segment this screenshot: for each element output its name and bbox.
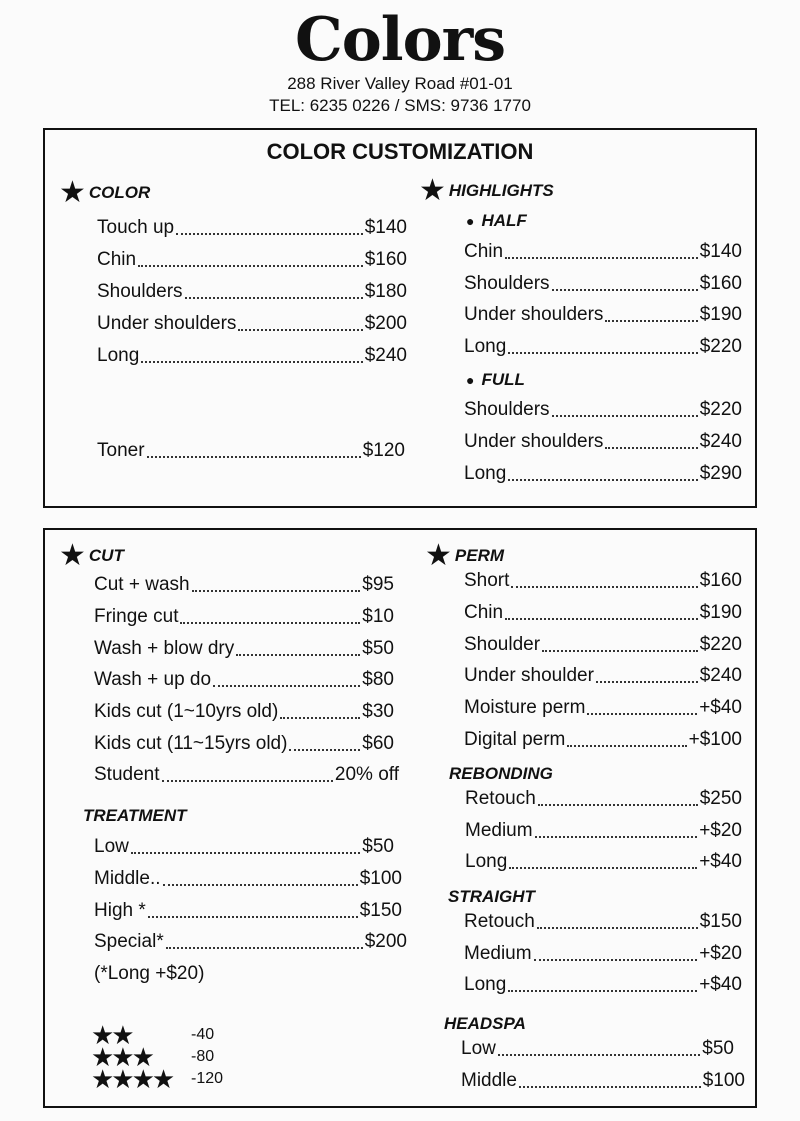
service-name: Under shoulders bbox=[97, 313, 237, 334]
service-name: Student bbox=[94, 764, 160, 785]
service-price: $150 bbox=[699, 911, 742, 932]
service-price: $95 bbox=[362, 574, 394, 595]
price-row bbox=[94, 700, 394, 724]
service-price: $80 bbox=[362, 669, 394, 690]
price-row bbox=[461, 1069, 745, 1093]
dot-leader bbox=[185, 297, 363, 299]
dot-leader bbox=[213, 685, 360, 687]
dot-leader bbox=[192, 590, 361, 592]
service-name: Shoulders bbox=[464, 273, 550, 294]
dot-leader bbox=[534, 959, 698, 961]
service-price: $220 bbox=[699, 336, 742, 357]
price-row bbox=[94, 867, 402, 891]
dot-leader bbox=[535, 836, 698, 838]
service-name: Short bbox=[464, 570, 510, 591]
address: 288 River Valley Road #01-01 bbox=[287, 74, 513, 93]
section-rebonding bbox=[449, 763, 553, 785]
service-name: Under shoulders bbox=[464, 304, 604, 325]
price-row bbox=[464, 462, 742, 486]
section-heading: COLOR bbox=[88, 183, 151, 202]
service-name: Retouch bbox=[465, 788, 536, 809]
dot-leader bbox=[508, 479, 697, 481]
price-row bbox=[464, 601, 742, 625]
dot-leader bbox=[511, 586, 697, 588]
service-price: $250 bbox=[699, 788, 742, 809]
price-row bbox=[465, 819, 742, 843]
subsection-heading: HALF bbox=[481, 211, 527, 230]
price-row bbox=[94, 835, 394, 859]
section-straight bbox=[448, 886, 535, 908]
dot-leader bbox=[289, 749, 360, 751]
service-price: $140 bbox=[699, 241, 742, 262]
price-row bbox=[464, 728, 742, 752]
service-price: $160 bbox=[699, 570, 742, 591]
price-row bbox=[461, 1037, 734, 1061]
section-heading: TREATMENT bbox=[83, 806, 187, 825]
service-name: Retouch bbox=[464, 911, 535, 932]
service-name: Touch up bbox=[97, 217, 175, 238]
service-price: $220 bbox=[699, 399, 742, 420]
service-price: $240 bbox=[364, 345, 407, 366]
service-name: Kids cut (11~15yrs old) bbox=[94, 733, 288, 754]
dot-leader bbox=[505, 618, 698, 620]
price-row bbox=[94, 930, 407, 954]
service-name: Digital perm bbox=[464, 729, 566, 750]
service-name: Medium bbox=[465, 820, 533, 841]
dot-leader bbox=[519, 1086, 701, 1088]
service-price: +$40 bbox=[699, 697, 742, 718]
dot-leader bbox=[236, 654, 360, 656]
price-row bbox=[464, 430, 742, 454]
dot-leader bbox=[537, 927, 698, 929]
service-name: Long bbox=[464, 463, 507, 484]
price-row bbox=[97, 248, 407, 272]
dot-leader bbox=[148, 916, 358, 918]
service-name: Long bbox=[464, 974, 507, 995]
service-name: Fringe cut bbox=[94, 606, 179, 627]
star-icon: ★ bbox=[419, 174, 446, 207]
service-name: Medium bbox=[464, 943, 532, 964]
price-row bbox=[97, 216, 407, 240]
service-price: +$20 bbox=[699, 820, 742, 841]
section-perm bbox=[425, 539, 505, 572]
price-row bbox=[464, 910, 742, 934]
dot-leader bbox=[176, 233, 363, 235]
price-row bbox=[97, 439, 405, 463]
service-name: Special* bbox=[94, 931, 164, 952]
subsection-full bbox=[466, 369, 525, 391]
dot-leader bbox=[138, 265, 363, 267]
service-name: Long bbox=[465, 851, 508, 872]
service-name: Moisture perm bbox=[464, 697, 586, 718]
service-name: Toner bbox=[97, 440, 145, 461]
dot-leader bbox=[508, 990, 697, 992]
service-price: $290 bbox=[699, 463, 742, 484]
dot-leader bbox=[605, 320, 697, 322]
service-name: Wash + blow dry bbox=[94, 638, 235, 659]
dot-leader bbox=[131, 852, 360, 854]
service-price: $100 bbox=[359, 868, 402, 889]
price-row bbox=[97, 312, 407, 336]
dot-leader bbox=[238, 329, 362, 331]
discount-amount: -40 bbox=[191, 1026, 215, 1043]
service-price: $50 bbox=[362, 836, 394, 857]
service-price: +$40 bbox=[699, 851, 742, 872]
dot-leader bbox=[166, 947, 363, 949]
price-row bbox=[94, 668, 394, 692]
service-price: $180 bbox=[364, 281, 407, 302]
service-name: Shoulders bbox=[97, 281, 183, 302]
dot-leader bbox=[587, 713, 697, 715]
section-heading: HEADSPA bbox=[444, 1014, 526, 1033]
dot-leader bbox=[280, 717, 360, 719]
star-icon: ★ bbox=[59, 539, 86, 572]
service-name: Low bbox=[94, 836, 129, 857]
section-color bbox=[59, 176, 151, 209]
service-price: +$40 bbox=[699, 974, 742, 995]
price-row bbox=[97, 280, 407, 304]
logo: Colors bbox=[295, 5, 505, 75]
dot-leader bbox=[552, 415, 698, 417]
discount-amount: -80 bbox=[191, 1048, 215, 1065]
price-row bbox=[94, 732, 394, 756]
dot-leader bbox=[567, 745, 686, 747]
star-rating-icon: ★★★ bbox=[91, 1042, 152, 1072]
service-price: $160 bbox=[699, 273, 742, 294]
price-row bbox=[94, 605, 394, 629]
subsection-half bbox=[466, 210, 527, 232]
section-heading: REBONDING bbox=[449, 764, 553, 783]
discount-row bbox=[91, 1064, 224, 1094]
service-price: $160 bbox=[364, 249, 407, 270]
service-name: Kids cut (1~10yrs old) bbox=[94, 701, 279, 722]
section-heading: CUT bbox=[88, 546, 124, 565]
service-name: Shoulders bbox=[464, 399, 550, 420]
star-rating-icon: ★★ bbox=[91, 1020, 132, 1050]
service-price: $140 bbox=[364, 217, 407, 238]
service-price: $240 bbox=[699, 665, 742, 686]
service-price: $50 bbox=[362, 638, 394, 659]
price-row bbox=[94, 763, 399, 787]
price-row bbox=[464, 272, 742, 296]
service-name: High * bbox=[94, 900, 146, 921]
price-row bbox=[464, 664, 742, 688]
section-treatment bbox=[83, 805, 187, 827]
dot-leader bbox=[180, 622, 360, 624]
service-price: $150 bbox=[359, 900, 402, 921]
price-row bbox=[97, 344, 407, 368]
service-name: Chin bbox=[464, 602, 504, 623]
service-name: Long bbox=[464, 336, 507, 357]
service-price: $220 bbox=[699, 634, 742, 655]
service-name: Middle bbox=[461, 1070, 517, 1091]
service-price: $30 bbox=[362, 701, 394, 722]
dot-leader bbox=[538, 804, 698, 806]
drop-icon: ● bbox=[466, 372, 475, 388]
service-price: +$20 bbox=[699, 943, 742, 964]
treatment-note: (*Long +$20) bbox=[94, 963, 205, 984]
price-row bbox=[464, 569, 742, 593]
discount-amount: -120 bbox=[191, 1070, 224, 1087]
service-name: Low bbox=[461, 1038, 496, 1059]
service-price: $190 bbox=[699, 602, 742, 623]
subsection-heading: FULL bbox=[481, 370, 525, 389]
dot-leader bbox=[509, 867, 697, 869]
services-panel bbox=[43, 528, 757, 1108]
service-price: $60 bbox=[362, 733, 394, 754]
section-heading: HIGHLIGHTS bbox=[448, 181, 554, 200]
service-price: $200 bbox=[364, 931, 407, 952]
section-cut bbox=[59, 539, 124, 572]
panel-title: COLOR CUSTOMIZATION bbox=[266, 139, 534, 164]
price-row bbox=[464, 240, 742, 264]
service-price: +$100 bbox=[688, 729, 742, 750]
service-price: 20% off bbox=[334, 764, 399, 785]
color-customization-panel bbox=[43, 128, 757, 508]
service-name: Under shoulders bbox=[464, 431, 604, 452]
price-row bbox=[94, 899, 402, 923]
section-headspa bbox=[444, 1013, 526, 1035]
star-icon: ★ bbox=[59, 176, 86, 209]
service-price: $190 bbox=[699, 304, 742, 325]
dot-leader bbox=[552, 289, 698, 291]
service-price: $50 bbox=[702, 1038, 734, 1059]
dot-leader bbox=[505, 257, 698, 259]
service-name: Chin bbox=[97, 249, 137, 270]
service-name: Cut + wash bbox=[94, 574, 190, 595]
price-row bbox=[94, 573, 394, 597]
dot-leader bbox=[605, 447, 697, 449]
service-price: $120 bbox=[362, 440, 405, 461]
price-row bbox=[94, 637, 394, 661]
price-row bbox=[464, 973, 742, 997]
service-name: Long bbox=[97, 345, 140, 366]
dot-leader bbox=[508, 352, 697, 354]
dot-leader bbox=[542, 650, 698, 652]
dot-leader bbox=[141, 361, 362, 363]
contact-numbers: TEL: 6235 0226 / SMS: 9736 1770 bbox=[269, 96, 531, 115]
price-row bbox=[464, 942, 742, 966]
service-name: Shoulder bbox=[464, 634, 541, 655]
service-name: Wash + up do bbox=[94, 669, 212, 690]
service-name: Middle.. bbox=[94, 868, 161, 889]
dot-leader bbox=[596, 681, 698, 683]
price-row bbox=[464, 335, 742, 359]
price-row bbox=[464, 398, 742, 422]
star-rating-icon: ★★★★ bbox=[91, 1064, 173, 1094]
price-row bbox=[464, 303, 742, 327]
price-row bbox=[465, 850, 742, 874]
price-row bbox=[465, 787, 742, 811]
section-heading: PERM bbox=[454, 546, 505, 565]
section-heading: STRAIGHT bbox=[448, 887, 535, 906]
drop-icon: ● bbox=[466, 213, 475, 229]
star-icon: ★ bbox=[425, 539, 452, 572]
service-name: Under shoulder bbox=[464, 665, 594, 686]
section-highlights bbox=[419, 174, 554, 207]
service-price: $240 bbox=[699, 431, 742, 452]
service-name: Chin bbox=[464, 241, 504, 262]
service-price: $100 bbox=[702, 1070, 745, 1091]
dot-leader bbox=[162, 780, 333, 782]
dot-leader bbox=[147, 456, 361, 458]
price-row bbox=[464, 633, 742, 657]
dot-leader bbox=[163, 884, 358, 886]
dot-leader bbox=[498, 1054, 700, 1056]
service-price: $200 bbox=[364, 313, 407, 334]
service-price: $10 bbox=[362, 606, 394, 627]
price-row bbox=[464, 696, 742, 720]
